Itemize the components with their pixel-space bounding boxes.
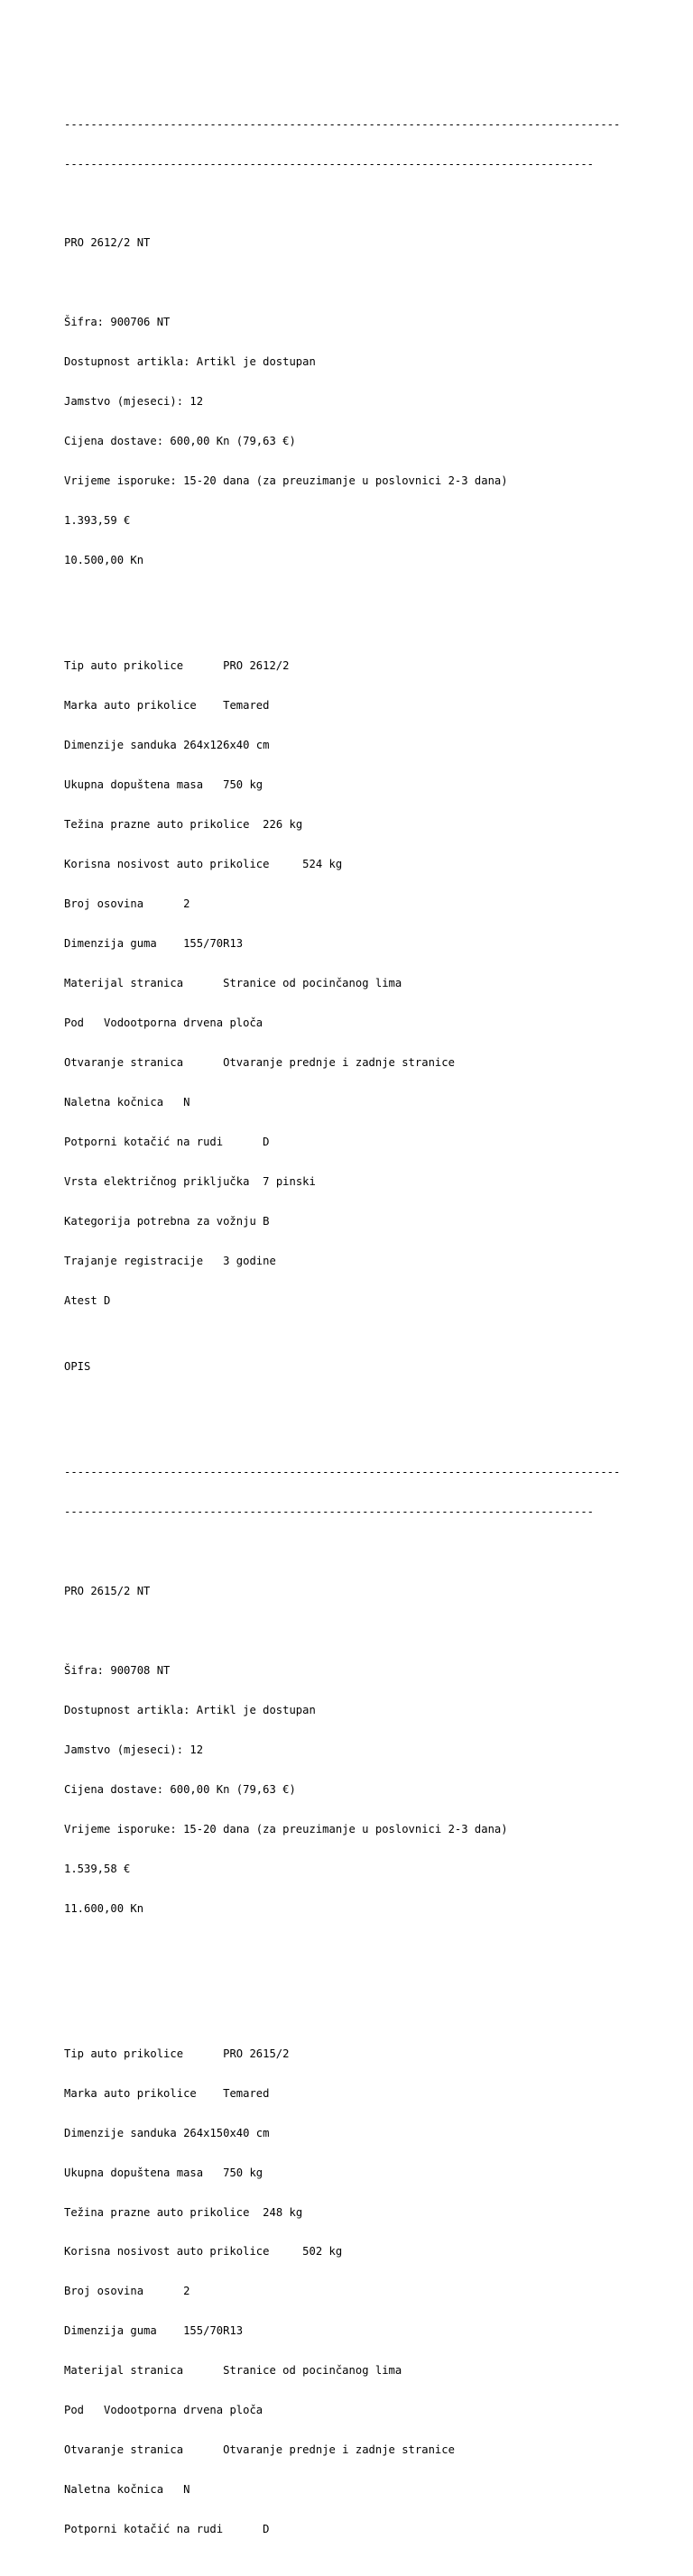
spec-value: Temared	[223, 699, 270, 713]
spec-value: 264x126x40 cm	[183, 739, 270, 752]
spec-value: 2	[183, 2285, 190, 2298]
spec-label: Otvaranje stranica	[64, 1055, 184, 1069]
separator-line: --------------------------------------------------------------------------------	[64, 157, 594, 170]
separator-line: ------------------------------------------------------------------------------------	[64, 1466, 621, 1479]
spec-label: Atest	[64, 1293, 97, 1307]
spec-row	[64, 1294, 620, 1308]
spec-label: Dimenzije sanduka	[64, 739, 177, 752]
spacer	[64, 1624, 620, 1638]
spec-label: Korisna nosivost auto prikolice	[64, 858, 270, 871]
spec-row	[64, 1255, 620, 1268]
spec-label: Marka auto prikolice	[64, 699, 197, 713]
spec-row	[64, 1017, 620, 1030]
spacer	[64, 593, 620, 607]
spec-value: 155/70R13	[183, 2324, 244, 2338]
spec-row	[64, 897, 620, 911]
spec-label: Broj osovina	[64, 2285, 144, 2298]
spec-row	[64, 2324, 620, 2338]
spacer	[64, 276, 620, 290]
spec-value: 155/70R13	[183, 937, 244, 950]
product-price-eur: 1.539,58 €	[64, 1862, 131, 1875]
spacer	[64, 198, 620, 211]
separator-line: --------------------------------------------------------------------------------	[64, 1505, 594, 1519]
spec-label: Potporni kotačić na rudi	[64, 1135, 224, 1148]
spec-row	[64, 2206, 620, 2220]
spec-row	[64, 1056, 620, 1070]
spec-label: Naletna kočnica	[64, 2483, 164, 2497]
spec-label: Materijal stranica	[64, 2364, 184, 2378]
product-availability: Dostupnost artikla: Artikl je dostupan	[64, 355, 316, 369]
spec-label: Tip auto prikolice	[64, 2047, 184, 2060]
spec-row	[64, 2285, 620, 2298]
spec-label: Broj osovina	[64, 897, 144, 911]
spec-label: Materijal stranica	[64, 976, 184, 989]
spec-row	[64, 659, 620, 673]
product-title: PRO 2612/2 NT	[64, 236, 151, 250]
spacer	[64, 1400, 620, 1413]
spec-value: Otvaranje prednje i zadnje stranice	[223, 1055, 455, 1069]
spec-label: Dimenzija guma	[64, 2324, 157, 2338]
spec-row	[64, 778, 620, 792]
spec-row	[64, 818, 620, 832]
spec-value: PRO 2615/2	[223, 2047, 290, 2060]
product-delivery-price: Cijena dostave: 600,00 Kn (79,63 €)	[64, 435, 296, 448]
spacer	[64, 1545, 620, 1559]
spec-row	[64, 699, 620, 713]
spec-value: 524 kg	[302, 858, 343, 871]
spec-value: D	[263, 2523, 270, 2536]
spec-label: Težina prazne auto prikolice	[64, 2205, 250, 2219]
product-price-eur: 1.393,59 €	[64, 514, 131, 528]
spec-label: Težina prazne auto prikolice	[64, 818, 250, 832]
product-warranty: Jamstvo (mjeseci): 12	[64, 395, 204, 409]
spec-label: Korisna nosivost auto prikolice	[64, 2245, 270, 2259]
spec-list	[64, 2020, 620, 2562]
spec-list	[64, 633, 620, 1334]
spec-value: 226 kg	[263, 818, 303, 832]
spec-value: N	[183, 1095, 190, 1109]
product-price-kn: 10.500,00 Kn	[64, 554, 144, 567]
spec-row	[64, 2127, 620, 2140]
spec-value: 2	[183, 897, 190, 911]
spec-value: 502 kg	[302, 2245, 343, 2259]
spec-row	[64, 1136, 620, 1149]
spec-label: Otvaranje stranica	[64, 2443, 184, 2457]
spec-label: Tip auto prikolice	[64, 659, 184, 673]
spec-row	[64, 977, 620, 990]
document-page	[64, 65, 620, 2576]
spec-value: 750 kg	[223, 778, 263, 792]
spec-value: 3 godine	[223, 1254, 276, 1267]
product-description-heading: OPIS	[64, 1359, 91, 1373]
spec-value: D	[263, 1135, 270, 1148]
spec-value: Stranice od pocinčanog lima	[223, 976, 402, 989]
spec-value: 264x150x40 cm	[183, 2126, 270, 2139]
product-delivery-time: Vrijeme isporuke: 15-20 dana (za preuzimanje u poslovnici 2-3 dana)	[64, 1822, 508, 1835]
spec-row	[64, 2404, 620, 2417]
spec-row	[64, 1175, 620, 1189]
spec-value: 248 kg	[263, 2205, 303, 2219]
spec-value: Stranice od pocinčanog lima	[223, 2364, 402, 2378]
product-sifra: Šifra: 900706 NT	[64, 316, 171, 329]
spec-row	[64, 739, 620, 752]
spec-value: 750 kg	[223, 2166, 263, 2179]
spec-label: Ukupna dopuštena masa	[64, 778, 204, 792]
spec-value: Otvaranje prednje i zadnje stranice	[223, 2443, 455, 2457]
spec-row	[64, 2523, 620, 2536]
spec-label: Ukupna dopuštena masa	[64, 2166, 204, 2179]
product-title: PRO 2615/2 NT	[64, 1584, 151, 1597]
spec-value: Temared	[223, 2086, 270, 2100]
spec-label: Trajanje registracije	[64, 1254, 204, 1267]
spec-label: Potporni kotačić na rudi	[64, 2523, 224, 2536]
spec-row	[64, 2087, 620, 2101]
spec-value: 7 pinski	[263, 1174, 316, 1188]
spec-row	[64, 1215, 620, 1228]
spec-row	[64, 2245, 620, 2259]
product-price-kn: 11.600,00 Kn	[64, 1901, 144, 1915]
spec-row	[64, 2364, 620, 2378]
spacer	[64, 1981, 620, 1994]
product-availability: Dostupnost artikla: Artikl je dostupan	[64, 1703, 316, 1716]
spec-row	[64, 2047, 620, 2061]
spec-label: Vrsta električnog priključka	[64, 1174, 250, 1188]
product-warranty: Jamstvo (mjeseci): 12	[64, 1743, 204, 1756]
separator-line: ------------------------------------------------------------------------------------	[64, 117, 621, 131]
spec-row	[64, 1096, 620, 1109]
spec-value: Vodootporna drvena ploča	[104, 1016, 263, 1029]
spec-row	[64, 2443, 620, 2457]
spec-label: Marka auto prikolice	[64, 2086, 197, 2100]
spec-value: D	[104, 1293, 111, 1307]
spec-value: PRO 2612/2	[223, 659, 290, 673]
spec-row	[64, 937, 620, 951]
product-delivery-time: Vrijeme isporuke: 15-20 dana (za preuzimanje u poslovnici 2-3 dana)	[64, 474, 508, 488]
spec-label: Dimenzije sanduka	[64, 2126, 177, 2139]
product-sifra: Šifra: 900708 NT	[64, 1663, 171, 1677]
spec-value: B	[263, 1214, 270, 1228]
spec-label: Naletna kočnica	[64, 1095, 164, 1109]
spec-value: N	[183, 2483, 190, 2497]
product-delivery-price: Cijena dostave: 600,00 Kn (79,63 €)	[64, 1782, 296, 1796]
spec-row	[64, 2167, 620, 2180]
spec-value: Vodootporna drvena ploča	[104, 2404, 263, 2417]
spec-label: Dimenzija guma	[64, 937, 157, 950]
spec-label: Kategorija potrebna za vožnju	[64, 1214, 256, 1228]
spacer	[64, 1942, 620, 1955]
spec-label: Pod	[64, 2404, 85, 2417]
spec-row	[64, 858, 620, 871]
spec-label: Pod	[64, 1016, 85, 1029]
spec-row	[64, 2483, 620, 2497]
